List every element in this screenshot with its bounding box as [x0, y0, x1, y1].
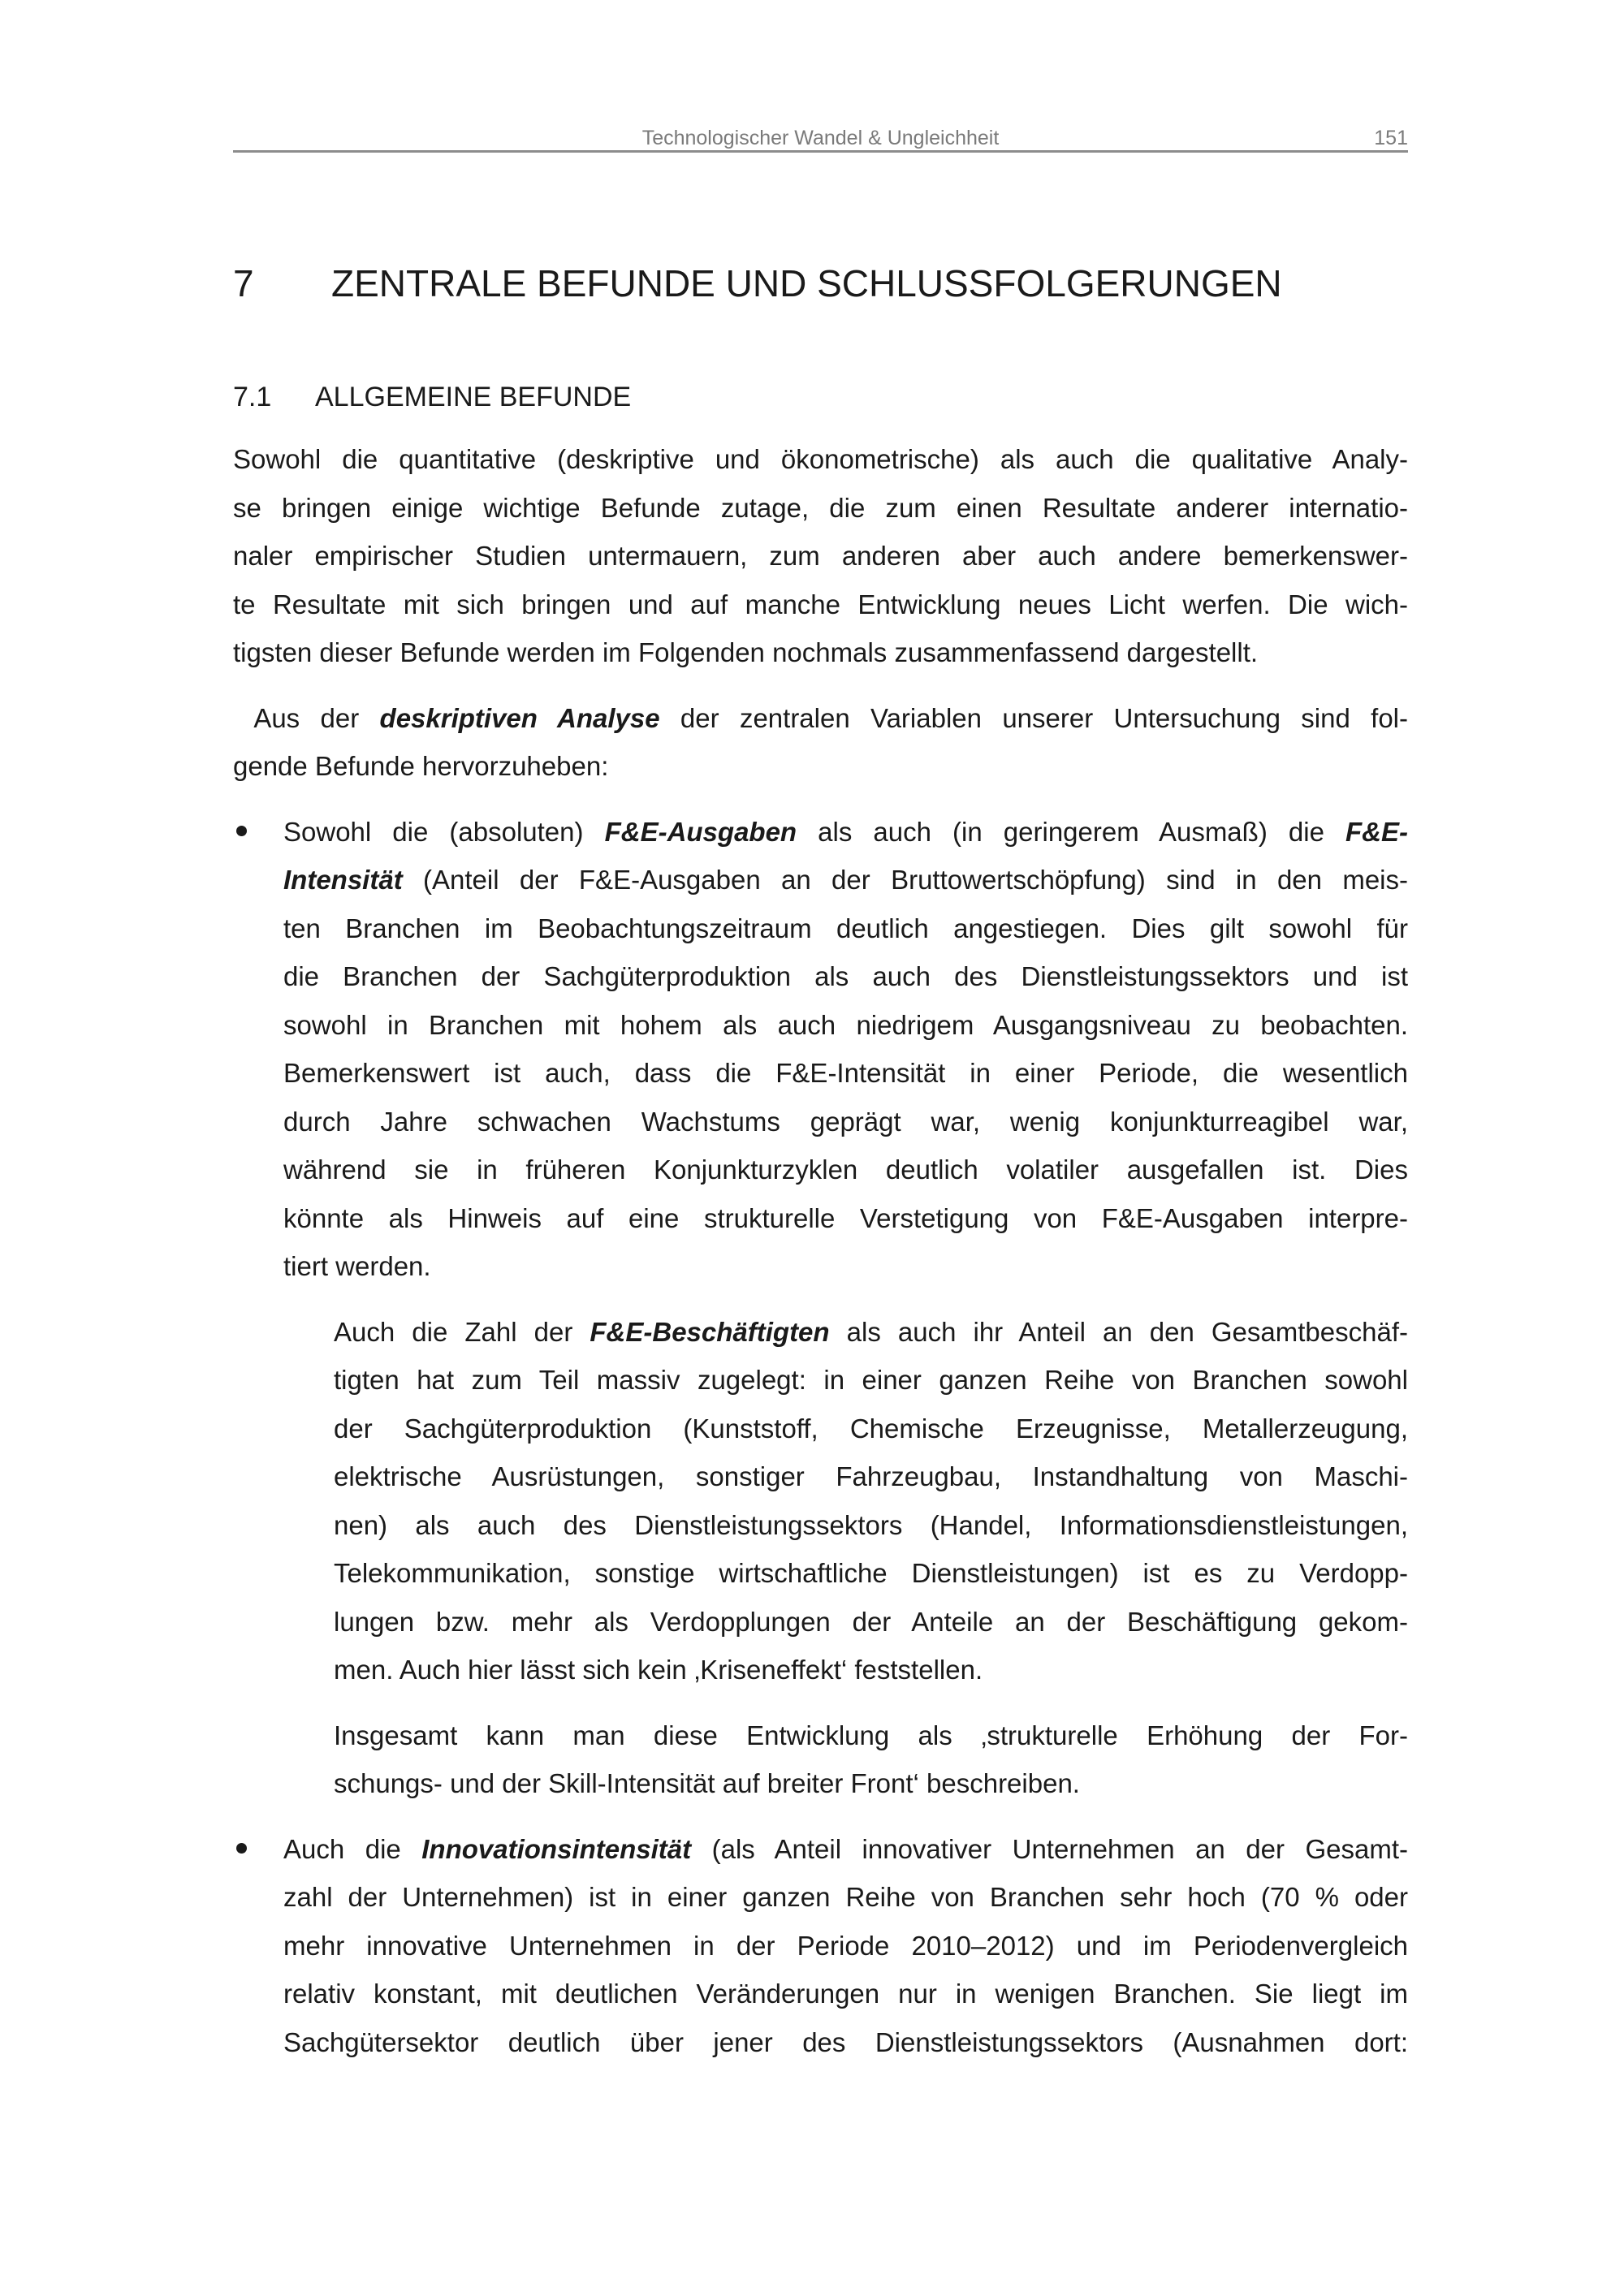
text-line	[233, 580, 1408, 629]
emphasized-term: F&E-Ausgaben	[604, 816, 797, 847]
text-span: mehr innovative Unternehmen in der Periode 2010–2012) und im Periodenvergleich	[283, 1930, 1408, 1961]
text-line	[283, 856, 1408, 904]
text-span: (als Anteil innovativer Unternehmen an der Gesamt-	[691, 1833, 1408, 1864]
text-span: lungen bzw. mehr als Verdopplungen der Anteile an der Beschäftigung gekom-	[334, 1606, 1408, 1637]
emphasized-term: deskriptiven Analyse	[379, 702, 660, 733]
text-span: sowohl in Branchen mit hohem als auch niedrigem Ausgangsniveau zu beobachten.	[283, 1009, 1408, 1040]
text-span: nen) als auch des Dienstleistungssektors (Handel, Informationsdienstleistungen,	[334, 1509, 1408, 1540]
text-line	[283, 1825, 1408, 1874]
text-line	[334, 1405, 1408, 1453]
page-number: 151	[1374, 127, 1408, 149]
text-line	[283, 1146, 1408, 1194]
paragraph	[233, 435, 1408, 677]
text-span: der zentralen Variablen unserer Untersuchung sind fol-	[659, 702, 1409, 733]
emphasized-term: Intensität	[283, 865, 403, 895]
text-span: te Resultate mit sich bringen und auf manche Entwicklung neues Licht werfen. Die wich-	[233, 589, 1408, 619]
emphasized-term: Innovationsintensität	[421, 1833, 692, 1864]
emphasized-term: F&E-	[1345, 816, 1408, 847]
text-line	[334, 1452, 1408, 1501]
text-line	[283, 1098, 1408, 1146]
text-line	[283, 952, 1408, 1001]
text-span: als auch ihr Anteil an den Gesamtbeschäf-	[829, 1316, 1408, 1347]
text-line	[283, 904, 1408, 953]
text-line	[233, 435, 1408, 484]
text-span: Sachgütersektor deutlich über jener des Dienstleistungssektors (Ausnahmen dort:	[283, 2026, 1408, 2057]
text-span: Telekommunikation, sonstige wirtschaftliche Dienstleistungen) ist es zu Verdopp-	[334, 1558, 1408, 1588]
text-span: Aus der	[233, 702, 380, 733]
text-span: während sie in früheren Konjunkturzyklen deutlich volatiler ausgefallen ist. Dies	[283, 1154, 1408, 1185]
text-line	[283, 1049, 1408, 1098]
text-span: durch Jahre schwachen Wachstums geprägt war, wenig konjunkturreagibel war,	[283, 1106, 1408, 1137]
text-span: relativ konstant, mit deutlichen Veränderungen nur in wenigen Branchen. Sie liegt im	[283, 1979, 1408, 2009]
text-span: als auch (in geringerem Ausmaß) die	[797, 816, 1345, 847]
bullet-icon	[236, 1843, 247, 1854]
text-span: se bringen einige wichtige Befunde zutage, die zum einen Resultate anderer internatio-	[233, 492, 1408, 523]
text-line	[334, 1501, 1408, 1550]
text-span: die Branchen der Sachgüterproduktion als auch des Dienstleistungssektors und ist	[283, 961, 1408, 991]
text-span: ten Branchen im Beobachtungszeitraum deutlich angestiegen. Dies gilt sowohl für	[283, 913, 1408, 943]
text-line	[334, 1549, 1408, 1598]
text-span: Auch die Zahl der	[334, 1316, 590, 1347]
text-span: men. Auch hier lässt sich kein ‚Kriseneffekt‘ feststellen.	[334, 1655, 983, 1685]
text-span: tiert werden.	[283, 1251, 431, 1281]
text-span: naler empirischer Studien untermauern, zum anderen aber auch andere bemerkenswer-	[233, 541, 1408, 571]
text-line	[334, 1646, 1408, 1694]
text-line	[334, 1759, 1408, 1808]
section-number: 7.1	[233, 382, 272, 412]
paragraph	[233, 1711, 1408, 1808]
text-span: Bemerkenswert ist auch, dass die F&E-Intensität in einer Periode, die wesentlich	[283, 1058, 1408, 1088]
text-line	[334, 1711, 1408, 1760]
paragraph	[233, 694, 1408, 791]
running-header-title: Technologischer Wandel & Ungleichheit	[641, 127, 1000, 149]
text-line	[283, 1242, 1408, 1291]
bullet-item	[233, 808, 1408, 1291]
text-line	[283, 1873, 1408, 1922]
text-span: könnte als Hinweis auf eine strukturelle Verstetigung von F&E-Ausgaben interpre-	[283, 1202, 1408, 1233]
text-line	[233, 628, 1408, 677]
header-divider	[233, 150, 1408, 153]
bullet-item	[233, 1825, 1408, 2067]
text-line	[283, 1970, 1408, 2018]
text-span: Insgesamt kann man diese Entwicklung als ‚strukturelle Erhöhung der For-	[334, 1720, 1408, 1750]
chapter-number: 7	[233, 262, 254, 304]
text-span: der Sachgüterproduktion (Kunststoff, Chemische Erzeugnisse, Metallerzeugung,	[334, 1413, 1408, 1444]
text-span: schungs- und der Skill-Intensität auf breiter Front‘ beschreiben.	[334, 1768, 1080, 1798]
text-line	[233, 742, 1408, 791]
text-span: Auch die	[283, 1833, 422, 1864]
text-span: elektrische Ausrüstungen, sonstiger Fahrzeugbau, Instandhaltung von Maschi-	[334, 1461, 1408, 1491]
text-line	[283, 1922, 1408, 1970]
text-line	[334, 1308, 1408, 1357]
text-span: tigsten dieser Befunde werden im Folgenden nochmals zusammenfassend dargestellt.	[233, 637, 1259, 667]
chapter-title: ZENTRALE BEFUNDE UND SCHLUSSFOLGERUNGEN	[331, 262, 1282, 304]
paragraph	[233, 1308, 1408, 1694]
text-line	[283, 808, 1408, 857]
running-header	[233, 127, 1408, 151]
section-title: ALLGEMEINE BEFUNDE	[315, 382, 632, 412]
text-line	[283, 1001, 1408, 1050]
text-span: (Anteil der F&E-Ausgaben an der Bruttowertschöpfung) sind in den meis-	[402, 865, 1408, 895]
text-span: tigten hat zum Teil massiv zugelegt: in einer ganzen Reihe von Branchen sowohl	[334, 1365, 1408, 1395]
body-text	[233, 435, 1408, 2066]
text-span: gende Befunde hervorzuheben:	[233, 751, 609, 781]
bullet-icon	[236, 826, 247, 836]
text-line	[233, 484, 1408, 533]
text-span: Sowohl die quantitative (deskriptive und ökonometrische) als auch die qualitative Analy-	[233, 444, 1408, 474]
text-line	[334, 1356, 1408, 1405]
emphasized-term: F&E-Beschäftigten	[590, 1316, 830, 1347]
text-line	[334, 1598, 1408, 1646]
text-span: zahl der Unternehmen) ist in einer ganzen Reihe von Branchen sehr hoch (70 % oder	[283, 1882, 1408, 1912]
text-line	[233, 694, 1408, 743]
text-line	[283, 2018, 1408, 2067]
text-line	[283, 1194, 1408, 1243]
text-span: Sowohl die (absoluten)	[283, 816, 605, 847]
text-line	[233, 532, 1408, 580]
